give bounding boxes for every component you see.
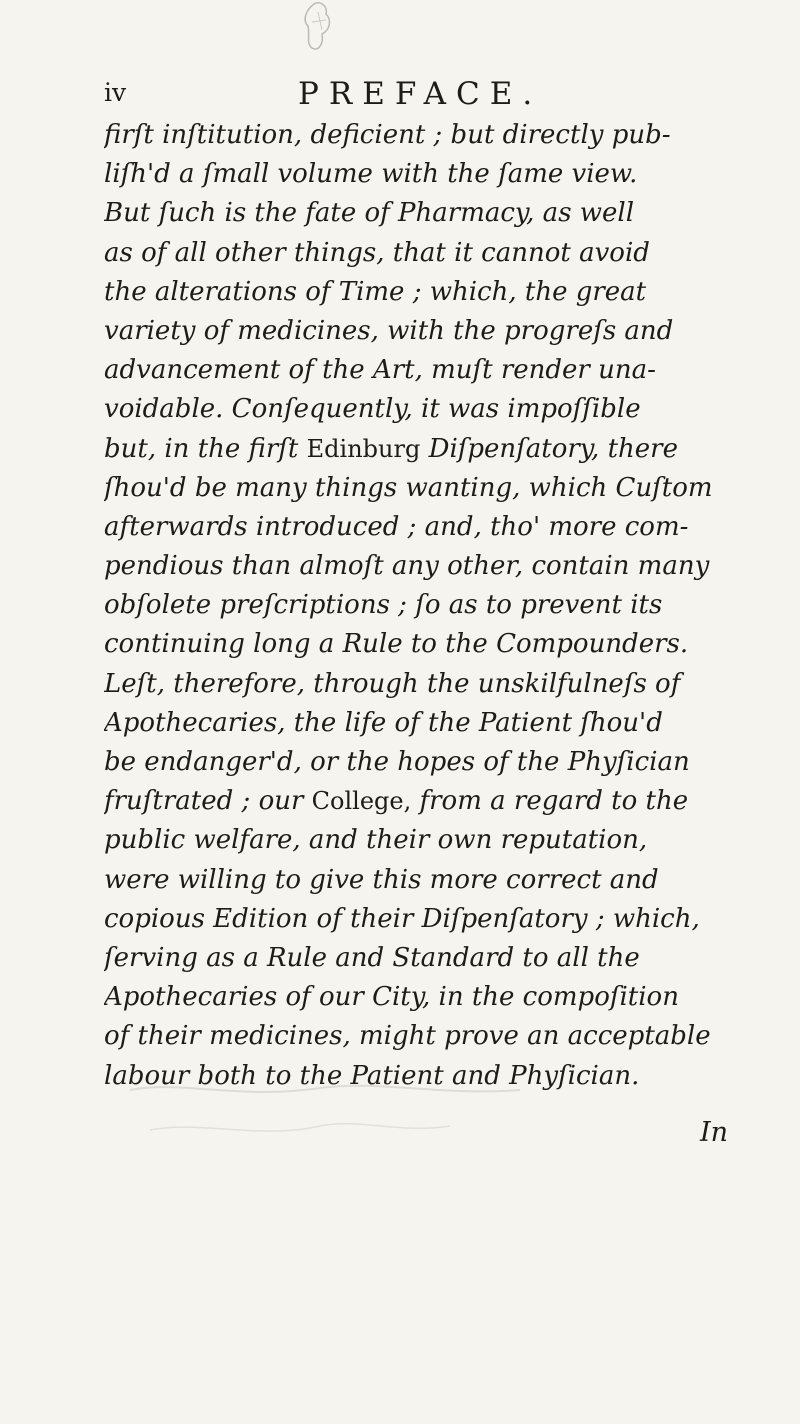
italic-text-span: Leſt, therefore, through the unskilfulneſs of bbox=[104, 668, 681, 699]
italic-text-span: liſh'd a ſmall volume with the ſame view. bbox=[104, 159, 638, 190]
page-number: iv bbox=[104, 78, 127, 107]
text-line bbox=[104, 312, 764, 351]
italic-text-span: from a regard to the bbox=[411, 786, 689, 817]
text-line bbox=[104, 743, 764, 782]
text-line bbox=[104, 900, 764, 939]
catchword: In bbox=[700, 1117, 729, 1148]
italic-text-span: public welfare, and their own reputation, bbox=[104, 825, 648, 856]
page-header bbox=[104, 78, 744, 118]
italic-text-span: voidable. Conſequently, it was impoſſible bbox=[104, 394, 641, 425]
text-line bbox=[104, 821, 764, 860]
running-title: PREFACE. bbox=[298, 76, 543, 112]
italic-text-span: ſerving as a Rule and Standard to all the bbox=[104, 942, 640, 973]
italic-text-span: Apothecaries of our City, in the compoſition bbox=[104, 982, 679, 1013]
text-line bbox=[104, 939, 764, 978]
text-line bbox=[104, 665, 764, 704]
italic-text-span: ſhou'd be many things wanting, which Cuſtom bbox=[104, 472, 713, 503]
text-line bbox=[104, 469, 764, 508]
text-line bbox=[104, 351, 764, 390]
text-line bbox=[104, 1017, 764, 1056]
text-line bbox=[104, 625, 764, 664]
text-line bbox=[104, 782, 764, 821]
text-line bbox=[104, 508, 764, 547]
text-line bbox=[104, 978, 764, 1017]
text-line bbox=[104, 704, 764, 743]
italic-text-span: fruſtrated ; our bbox=[104, 786, 312, 817]
preface-body-text bbox=[104, 116, 764, 1096]
italic-text-span: variety of medicines, with the progreſs and bbox=[104, 315, 674, 346]
text-line bbox=[104, 273, 764, 312]
ink-blot-mark bbox=[300, 0, 340, 64]
roman-text-span: College, bbox=[311, 787, 412, 816]
italic-text-span: continuing long a Rule to the Compounders. bbox=[104, 629, 689, 660]
italic-text-span: Apothecaries, the life of the Patient ſhou'd bbox=[104, 707, 663, 738]
bleed-through-smudge bbox=[120, 1060, 540, 1170]
italic-text-span: as of all other things, that it cannot avoid bbox=[104, 237, 650, 268]
text-line bbox=[104, 430, 764, 469]
italic-text-span: were willing to give this more correct and bbox=[104, 864, 659, 895]
italic-text-span: of their medicines, might prove an acceptable bbox=[104, 1021, 711, 1052]
italic-text-span: firſt inſtitution, deficient ; but directly pub- bbox=[104, 120, 671, 150]
italic-text-span: be endanger'd, or the hopes of the Phyſician bbox=[104, 747, 690, 777]
italic-text-span: labour both to the Patient and Phyſician. bbox=[104, 1060, 640, 1091]
italic-text-span: Diſpenſatory, there bbox=[420, 433, 678, 464]
italic-text-span: obſolete preſcriptions ; ſo as to prevent its bbox=[104, 590, 663, 621]
italic-text-span: pendious than almoſt any other, contain many bbox=[104, 551, 710, 582]
text-line bbox=[104, 390, 764, 429]
text-line bbox=[104, 234, 764, 273]
text-line bbox=[104, 586, 764, 625]
italic-text-span: copious Edition of their Diſpenſatory ; which, bbox=[104, 903, 700, 934]
text-line bbox=[104, 547, 764, 586]
italic-text-span: But ſuch is the fate of Pharmacy, as well bbox=[104, 198, 635, 229]
text-line bbox=[104, 155, 764, 194]
italic-text-span: afterwards introduced ; and, tho' more com- bbox=[104, 511, 689, 542]
italic-text-span: but, in the firſt bbox=[104, 433, 307, 464]
roman-text-span: Edinburg bbox=[306, 434, 421, 463]
text-line bbox=[104, 194, 764, 233]
italic-text-span: advancement of the Art, muſt render una- bbox=[104, 355, 656, 386]
text-line bbox=[104, 861, 764, 900]
italic-text-span: the alterations of Time ; which, the great bbox=[104, 276, 647, 307]
text-line bbox=[104, 116, 764, 155]
